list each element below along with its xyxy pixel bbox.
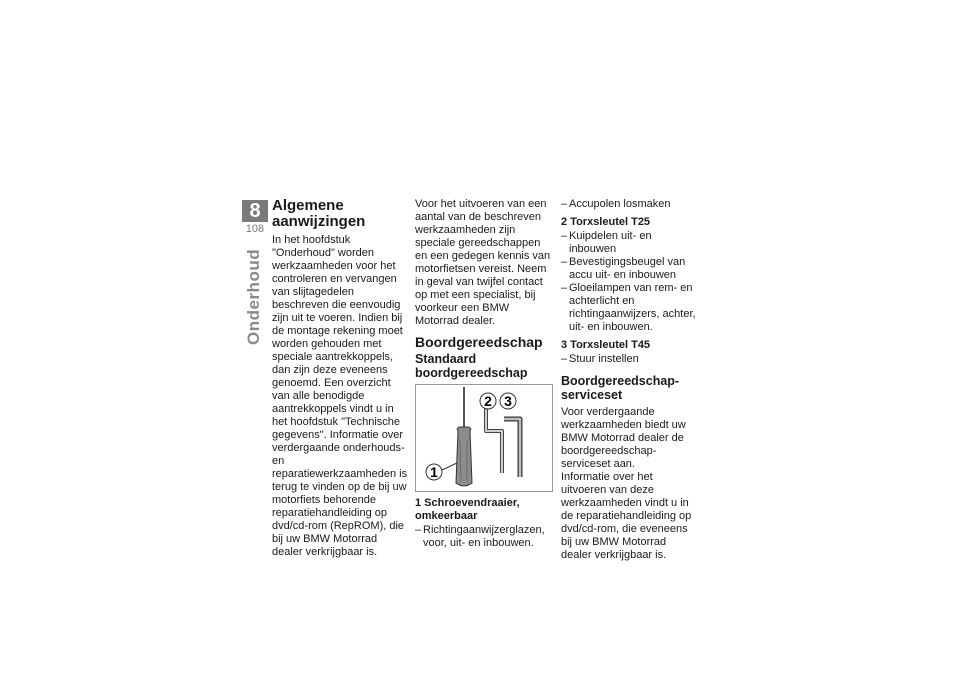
toolkit-illustration: [416, 385, 552, 491]
callout-1-label: 1: [430, 464, 438, 480]
toolkit-intro: Voor het uitvoeren van een aantal van de beschreven werkzaamheden zijn speciale gereedschappen en een gedegen kennis van motorfietsen vereist. Neem in geval van twijfel contact op met een specialist, bij voorkeur een BMW Motorrad dealer.: [415, 198, 551, 327]
heading-general-instructions: Algemene aanwijzingen: [272, 197, 366, 230]
item-2-bullet: – Gloeilampen van rem- en achterlicht en richtingaanwijzers, achter, uit- en inbouwen.: [561, 282, 699, 334]
item-2-title: 2 Torxsleutel T25: [561, 216, 651, 228]
page-number: 108: [245, 223, 265, 235]
item-2-bullet: – Kuipdelen uit- en inbouwen: [561, 230, 699, 256]
heading-toolkit: Boordgereedschap: [415, 334, 543, 350]
heading-standard-toolkit: Standaard boordgereedschap: [415, 352, 528, 380]
battery-bullet: – Accupolen losmaken: [561, 198, 699, 211]
item-1-title: 1 Schroevendraaier, omkeerbaar: [415, 497, 520, 522]
item-1-bullet: – Richtingaanwijzerglazen, voor, uit- en inbouwen.: [415, 524, 553, 550]
torx-key-t45: [504, 419, 520, 477]
service-kit-body: Voor verdergaande werkzaamheden biedt uw BMW Motorrad dealer de boordgereedschap-serviceset aan. Informatie over het uitvoeren van deze werkzaamheden vindt u in de reparatiehandleiding op dvd/cd-rom, die eveneens bij uw BMW Motorrad dealer verkrijgbaar is.: [561, 406, 692, 561]
toolkit-figure: [415, 384, 553, 492]
heading-service-kit: Boordgereedschap-serviceset: [561, 374, 680, 402]
general-instructions-body: In het hoofdstuk "Onderhoud" worden werkzaamheden voor het controleren en vervangen van slijtagedelen beschreven die eenvoudig zijn uit te voeren. Indien bij de montage rekening moet worden gehouden met speciale aantrekkoppels, dan zijn deze eveneens genoemd. Een overzicht van alle benodigde aantrekkoppels vindt u in het hoofdstuk "Technische gegevens". Informatie over verdergaande onderhouds- en reparatiewerkzaamheden is terug te vinden op de bij uw motorfiets behorende reparatiehandleiding op dvd/cd-rom (RepROM), die bij uw BMW Motorrad dealer verkrijgbaar is.: [272, 234, 408, 558]
callout-2-label: 2: [484, 393, 492, 409]
item-3-bullet: – Stuur instellen: [561, 353, 699, 366]
callout-3-label: 3: [504, 393, 512, 409]
screwdriver-handle: [456, 427, 472, 486]
item-3-title: 3 Torxsleutel T45: [561, 339, 651, 351]
chapter-number-badge: 8: [242, 200, 268, 222]
chapter-side-title: Onderhoud: [244, 248, 263, 345]
column-general-instructions: [272, 198, 410, 559]
column-toolkit-continued: [561, 198, 699, 562]
torx-key-t25: [486, 407, 502, 473]
item-2-bullet: – Bevestigingsbeugel van accu uit- en inbouwen: [561, 256, 699, 282]
column-toolkit: [415, 198, 553, 550]
